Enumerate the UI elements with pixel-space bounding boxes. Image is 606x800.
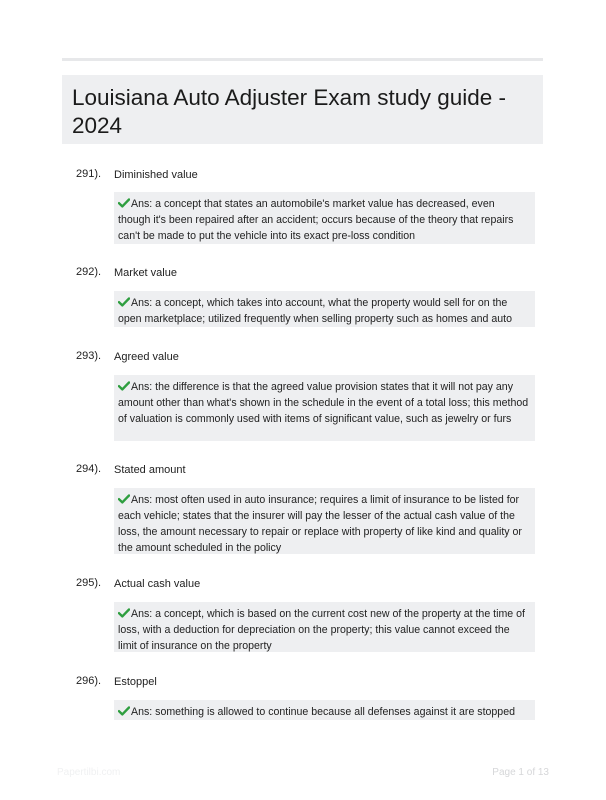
question-term: Estoppel <box>114 676 157 688</box>
answer-box <box>114 291 535 327</box>
footer-site-watermark: Papertilbi.com <box>57 767 121 778</box>
checkmark-icon <box>118 494 130 504</box>
question-term: Agreed value <box>114 351 179 363</box>
checkmark-icon <box>118 381 130 391</box>
answer-text: Ans: something is allowed to continue because all defenses against it are stopped <box>131 706 515 718</box>
answer-text: Ans: a concept that states an automobile's market value has decreased, even though it's been repaired after an accident; occurs because of the theory that repairs can't be made to put the vehicle into its exact pre-loss condition <box>118 198 514 242</box>
checkmark-icon <box>118 706 130 716</box>
question-term: Actual cash value <box>114 578 201 590</box>
page-indicator: Page 1 of 13 <box>492 767 549 778</box>
answer-text: Ans: the difference is that the agreed value provision states that it will not pay any amount other than what's shown in the schedule in the event of a total loss; this method of valuation is commonly used with items of significant value, such as jewelry or furs <box>118 381 529 425</box>
answer-box <box>114 602 535 652</box>
top-divider <box>62 58 543 61</box>
question-number: 292). <box>76 266 102 278</box>
answer-box <box>114 375 535 441</box>
question-number: 293). <box>76 350 102 362</box>
question-term: Diminished value <box>114 169 198 181</box>
question-number: 296). <box>76 675 102 687</box>
answer-text: Ans: a concept, which is based on the current cost new of the property at the time of loss, with a deduction for depreciation on the property; this value cannot exceed the limit of insurance on the property <box>118 608 525 652</box>
checkmark-icon <box>118 608 130 618</box>
question-term: Stated amount <box>114 464 186 476</box>
question-number: 295). <box>76 577 102 589</box>
question-number: 294). <box>76 463 102 475</box>
checkmark-icon <box>118 297 130 307</box>
answer-text: Ans: most often used in auto insurance; requires a limit of insurance to be listed for each vehicle; states that the insurer will pay the lesser of the actual cash value of the loss, the amount necessary to repair or replace with property of like kind and quality or the amount scheduled in the policy <box>118 494 522 554</box>
question-term: Market value <box>114 267 177 279</box>
document-title: Louisiana Auto Adjuster Exam study guide - 2024 <box>72 85 507 138</box>
checkmark-icon <box>118 198 130 208</box>
question-number: 291). <box>76 168 102 180</box>
answer-text: Ans: a concept, which takes into account, what the property would sell for on the open marketplace; utilized frequently when selling property such as homes and auto <box>118 297 512 325</box>
title-banner <box>62 75 543 144</box>
answer-box <box>114 192 535 244</box>
answer-box <box>114 488 535 554</box>
answer-box <box>114 700 535 720</box>
